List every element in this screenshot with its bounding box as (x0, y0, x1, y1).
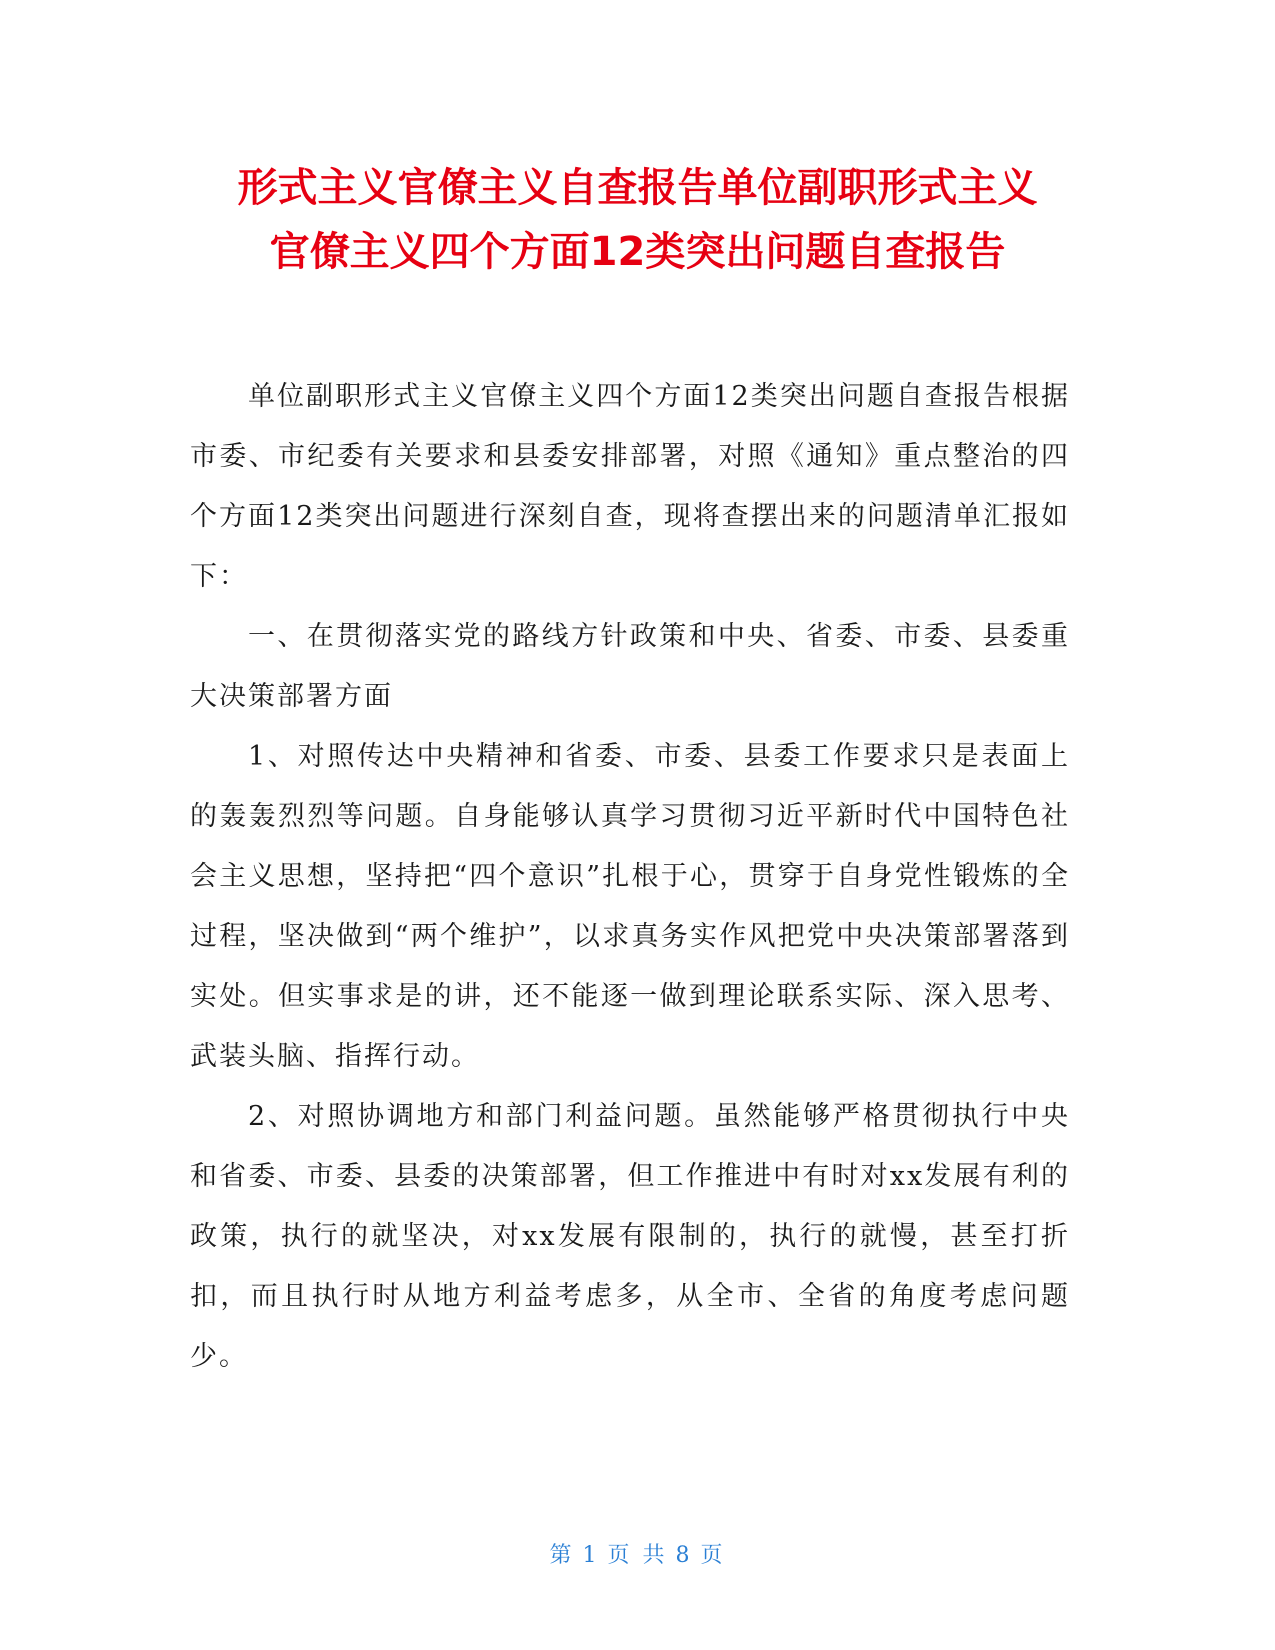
page-footer (0, 1538, 1275, 1569)
title-line-2: 官僚主义四个方面12类突出问题自查报告 (269, 229, 1006, 275)
footer-middle: 页 共 (607, 1543, 668, 1568)
footer-total-pages: 8 (675, 1543, 693, 1568)
footer-prefix: 第 (549, 1543, 575, 1568)
paragraph-section-heading: 一、在贯彻落实党的路线方针政策和中央、省委、市委、县委重大决策部署方面 (190, 621, 1070, 712)
footer-current-page: 1 (582, 1543, 600, 1568)
paragraph-item-1: 1、对照传达中央精神和省委、市委、县委工作要求只是表面上的轰轰烈烈等问题。自身能够认真学习贯彻习近平新时代中国特色社会主义思想，坚持把“四个意识”扎根于心，贯穿于自身党性锻炼的全过程，坚决做到“两个维护”，以求真务实作风把党中央决策部署落到实处。但实事求是的讲，还不能逐一做到理论联系实际、深入思考、武装头脑、指挥行动。 (190, 741, 1070, 1072)
footer-suffix: 页 (700, 1543, 726, 1568)
document-body (190, 367, 1070, 1387)
title-line-1: 形式主义官僚主义自查报告单位副职形式主义 (237, 165, 1038, 211)
paragraph-item-2: 2、对照协调地方和部门利益问题。虽然能够严格贯彻执行中央和省委、市委、县委的决策部署，但工作推进中有时对xx发展有利的政策，执行的就坚决，对xx发展有限制的，执行的就慢，甚至打折扣，而且执行时从地方利益考虑多，从全市、全省的角度考虑问题少。 (190, 1101, 1070, 1372)
paragraph-intro: 单位副职形式主义官僚主义四个方面12类突出问题自查报告根据市委、市纪委有关要求和县委安排部署，对照《通知》重点整治的四个方面12类突出问题进行深刻自查，现将查摆出来的问题清单汇报如下： (190, 381, 1070, 592)
document-title (150, 156, 1125, 284)
